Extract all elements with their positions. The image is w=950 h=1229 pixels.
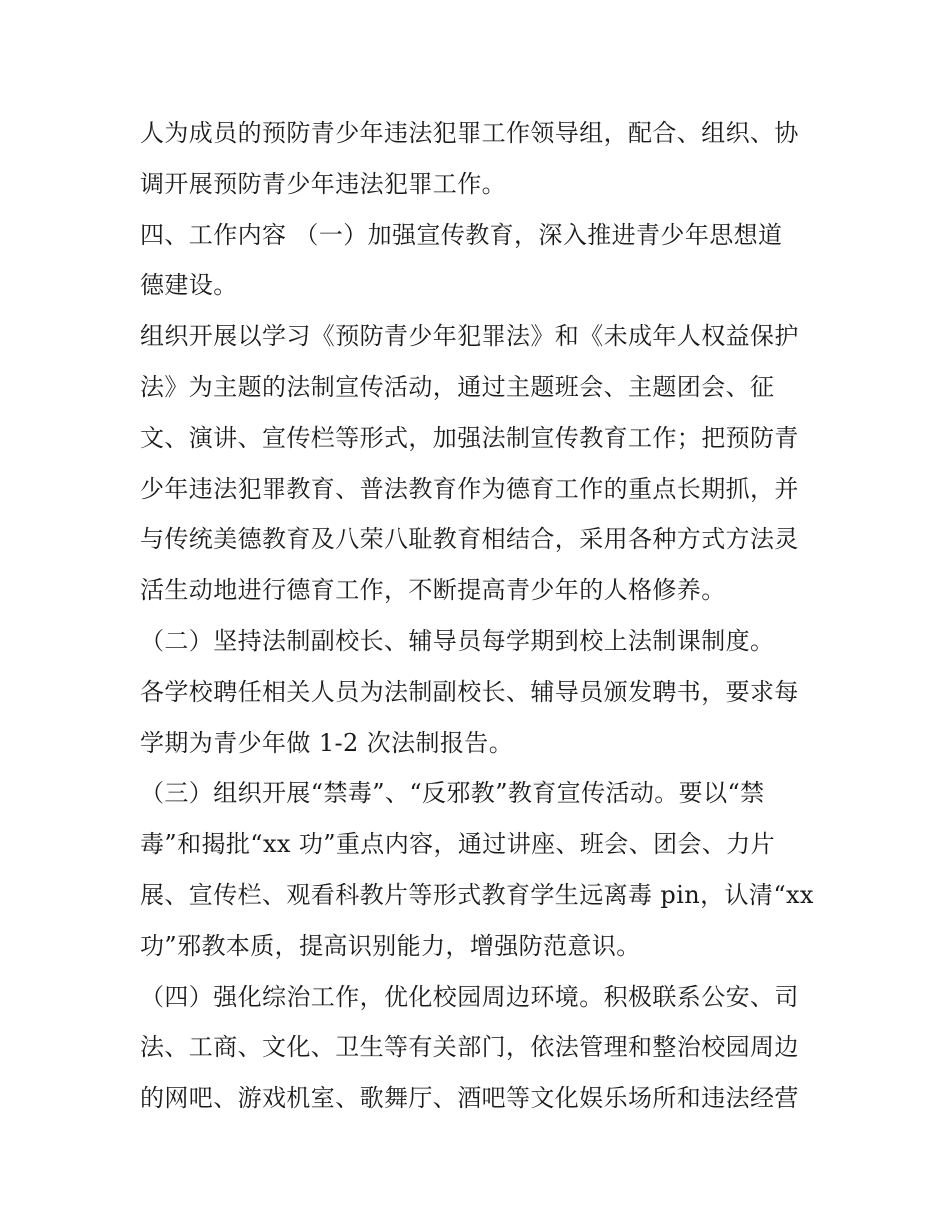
text-line: 少年违法犯罪教育、普法教育作为德育工作的重点长期抓，并	[140, 474, 799, 503]
text-line: 德建设。	[140, 271, 238, 300]
text-line: 与传统美德教育及八荣八耻教育相结合，采用各种方式方法灵	[140, 525, 799, 554]
text-line: 学期为青少年做 1-2 次法制报告。	[140, 728, 514, 757]
subsection-heading: （四）强化综治工作，优化校园周边环境。积极联系公安、司	[140, 982, 799, 1011]
subsection-heading: （二）坚持法制副校长、辅导员每学期到校上法制课制度。	[140, 626, 775, 655]
text-line: 各学校聘任相关人员为法制副校长、辅导员颁发聘书，要求每	[140, 677, 799, 706]
section-heading: 四、工作内容 （一）加强宣传教育，深入推进青少年思想道	[140, 220, 783, 249]
document-body	[140, 108, 820, 1124]
subsection-heading: （三）组织开展“禁毒”、“反邪教”教育宣传活动。要以“禁	[140, 779, 765, 808]
text-line: 展、宣传栏、观看科教片等形式教育学生远离毒 pin，认清“xx	[140, 880, 814, 909]
text-line: 组织开展以学习《预防青少年犯罪法》和《未成年人权益保护	[140, 322, 799, 351]
text-line: 活生动地进行德育工作，不断提高青少年的人格修养。	[140, 576, 726, 605]
text-line: 法》为主题的法制宣传活动，通过主题班会、主题团会、征	[140, 372, 775, 401]
text-line: 法、工商、文化、卫生等有关部门，依法管理和整治校园周边	[140, 1033, 799, 1062]
text-line: 功”邪教本质，提高识别能力，增强防范意识。	[140, 931, 641, 960]
text-line: 的网吧、游戏机室、歌舞厅、酒吧等文化娱乐场所和违法经营	[140, 1084, 799, 1113]
text-line: 文、演讲、宣传栏等形式，加强法制宣传教育工作；把预防青	[140, 423, 799, 452]
text-line: 人为成员的预防青少年违法犯罪工作领导组，配合、组织、协	[140, 119, 799, 147]
text-line: 毒”和揭批“xx 功”重点内容，通过讲座、班会、团会、力片	[140, 830, 776, 859]
text-line: 调开展预防青少年违法犯罪工作。	[140, 169, 506, 198]
